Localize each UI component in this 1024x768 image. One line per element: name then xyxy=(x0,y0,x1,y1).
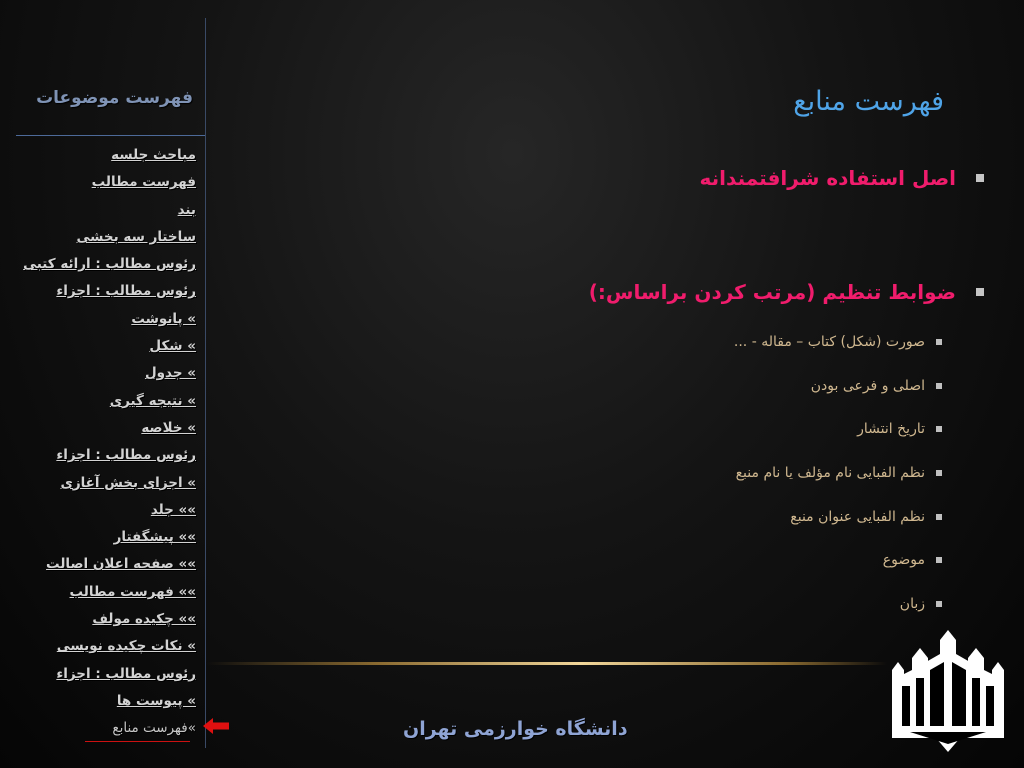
list-item xyxy=(734,495,942,539)
list-item xyxy=(734,320,942,364)
nav-item-paragraph[interactable]: بند xyxy=(177,201,196,218)
bullet-icon xyxy=(936,514,942,520)
nav-item-conclusion[interactable]: » نتیجه گیری xyxy=(109,392,196,409)
list-item xyxy=(734,538,942,582)
bullet-icon xyxy=(976,288,984,296)
bullet-icon xyxy=(936,557,942,563)
nav-item-author-abstract[interactable]: »» چکیده مولف xyxy=(92,611,196,628)
nav-item-originality-page[interactable]: »» صفحه اعلان اصالت xyxy=(46,556,196,573)
bullet-icon xyxy=(936,470,942,476)
nav-item-session-topics[interactable]: مباحث جلسه xyxy=(111,147,196,163)
list-item-text: صورت (شکل) کتاب – مقاله - ... xyxy=(733,333,925,350)
heading-sorting-rules xyxy=(589,280,984,304)
sorting-criteria-list xyxy=(734,320,942,626)
list-item-text: تاریخ انتشار xyxy=(857,421,925,438)
heading-sorting-rules-text: ضوابط تنظیم (مرتب کردن براساس:) xyxy=(588,280,956,304)
nav-item-table-of-contents[interactable]: فهرست مطالب xyxy=(91,174,196,191)
heading-fair-use-text: اصل استفاده شرافتمندانه xyxy=(699,166,956,190)
nav-item-cover[interactable]: »» جلد xyxy=(150,501,196,518)
nav-item-figure[interactable]: » شکل xyxy=(149,338,196,355)
list-item xyxy=(734,364,942,408)
sidebar xyxy=(16,18,206,748)
nav-item-front-matter-parts[interactable]: » اجزای بخش آغازی xyxy=(60,474,196,491)
list-item-text: موضوع xyxy=(882,552,925,569)
nav-item-preface[interactable]: »» پیشگفتار xyxy=(113,529,196,546)
bullet-icon xyxy=(976,174,984,182)
nav-item-references[interactable]: »فهرست منابع xyxy=(112,720,196,737)
list-item xyxy=(734,407,942,451)
nav-list xyxy=(23,142,196,743)
bullet-icon xyxy=(936,339,942,345)
list-item-text: زبان xyxy=(899,595,925,612)
footer-university-name: دانشگاه خوارزمی تهران xyxy=(403,718,628,740)
list-item-text: اصلی و فرعی بودن xyxy=(810,377,925,394)
bullet-icon xyxy=(936,426,942,432)
university-logo xyxy=(890,628,1006,754)
nav-item-outline-parts-2[interactable]: رئوس مطالب : اجزاء xyxy=(56,447,196,464)
left-arrow-icon xyxy=(203,718,229,734)
list-item-text: نظم الفبایی نام مؤلف یا نام منبع xyxy=(735,464,925,481)
list-item-text: نظم الفبایی عنوان منبع xyxy=(790,508,925,525)
nav-item-three-part-structure[interactable]: ساختار سه بخشی xyxy=(76,228,196,245)
list-item xyxy=(734,582,942,626)
sidebar-divider xyxy=(16,135,205,136)
nav-item-table[interactable]: » جدول xyxy=(144,365,196,382)
nav-item-footnote[interactable]: » پانوشت xyxy=(131,310,196,327)
bullet-icon xyxy=(936,383,942,389)
nav-item-outline-parts-1[interactable]: رئوس مطالب : اجزاء xyxy=(56,283,196,300)
nav-item-outline-written-presentation[interactable]: رئوس مطالب : ارائه کتبی xyxy=(23,256,196,273)
active-item-underline xyxy=(85,741,190,742)
page-title: فهرست منابع xyxy=(793,86,944,117)
nav-item-outline-parts-3[interactable]: رئوس مطالب : اجزاء xyxy=(56,665,196,682)
heading-fair-use xyxy=(700,166,984,190)
nav-item-abstract-writing-tips[interactable]: » نکات چکیده نویسی xyxy=(56,638,196,655)
list-item xyxy=(734,451,942,495)
gold-divider xyxy=(207,662,887,665)
bullet-icon xyxy=(936,601,942,607)
nav-item-contents-list[interactable]: »» فهرست مطالب xyxy=(69,583,196,600)
nav-item-appendices[interactable]: » پیوست ها xyxy=(116,692,196,709)
sidebar-title: فهرست موضوعات xyxy=(36,88,193,108)
nav-item-summary[interactable]: » خلاصه xyxy=(141,419,196,436)
